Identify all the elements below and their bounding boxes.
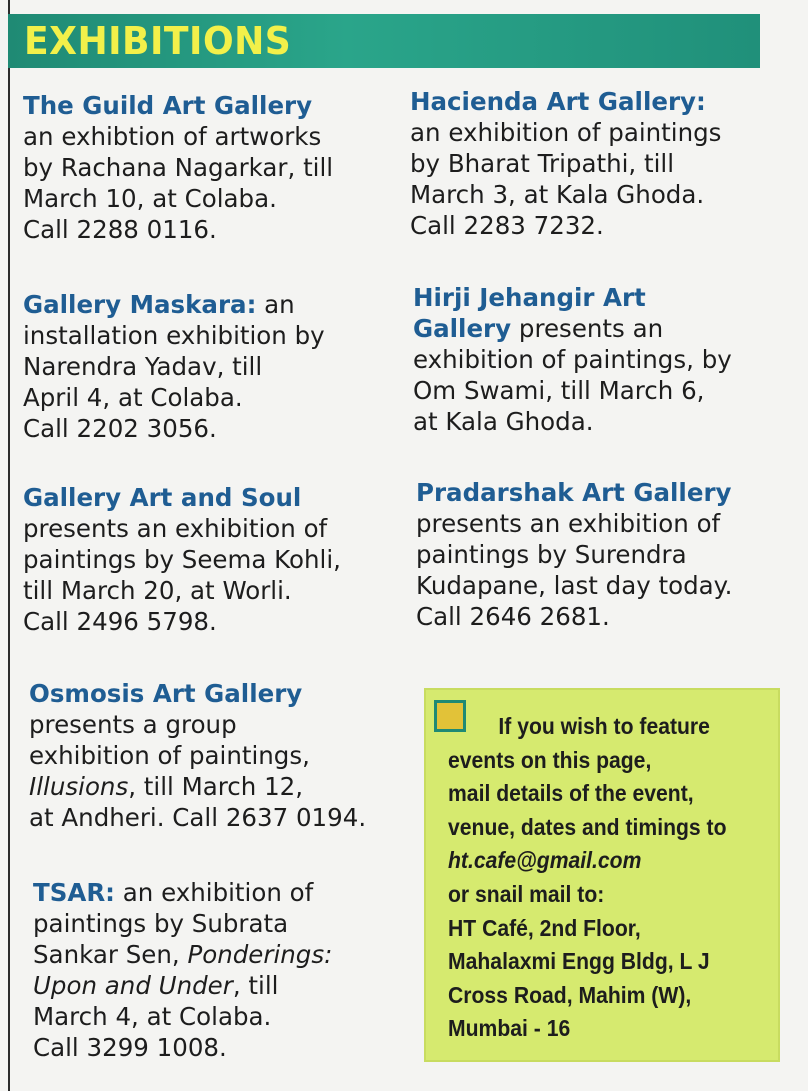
gallery-name: Hacienda Art Gallery:: [410, 87, 706, 116]
listing-line: March 4, at Colaba.: [33, 1002, 272, 1031]
listing-line: , till: [232, 971, 279, 1000]
listing-phone: Call 2283 7232.: [410, 211, 604, 240]
listing-line: by Rachana Nagarkar, till: [23, 153, 334, 182]
listing-line: an exhibition of: [114, 878, 314, 907]
gallery-name: The Guild Art Gallery: [23, 91, 313, 120]
listing-pradarshak-art-gallery: [416, 477, 796, 632]
listing-line: an: [256, 290, 295, 319]
listing-line: paintings by Subrata: [33, 909, 289, 938]
listing-line: presents an exhibition of: [416, 509, 721, 538]
promo-address-line: Cross Road, Mahim (W),: [448, 981, 692, 1008]
listing-line: Om Swami, till March 6,: [413, 376, 705, 405]
promo-text: [448, 710, 736, 1046]
section-title: EXHIBITIONS: [24, 19, 292, 63]
promo-email-link[interactable]: ht.cafe@gmail.com: [448, 847, 642, 874]
listing-line: presents a group: [29, 710, 237, 739]
listing-guild-art-gallery: [23, 90, 403, 245]
listing-line: Sankar Sen,: [33, 940, 188, 969]
listing-line: exhibition of paintings, by: [413, 345, 732, 374]
listing-line: an exhibition of paintings: [410, 118, 722, 147]
promo-address-line: Mumbai - 16: [448, 1015, 571, 1042]
promo-line: mail details of the event,: [448, 780, 694, 807]
gallery-name: Gallery Art and Soul: [23, 483, 302, 512]
promo-line: or snail mail to:: [448, 880, 605, 907]
exhibition-title: Upon and Under: [33, 971, 233, 1000]
gallery-name: Gallery: [413, 314, 512, 343]
listing-gallery-art-and-soul: [23, 482, 403, 637]
promo-address-line: Mahalaxmi Engg Bldg, L J: [448, 948, 710, 975]
listing-line: by Bharat Tripathi, till: [410, 149, 675, 178]
gallery-name: Pradarshak Art Gallery: [416, 478, 732, 507]
promo-line: If you wish to feature: [498, 713, 710, 739]
listing-line: paintings by Seema Kohli,: [23, 545, 341, 574]
left-border-rule: [8, 0, 10, 1091]
gallery-name: TSAR:: [33, 878, 115, 907]
listing-phone: Call 2496 5798.: [23, 607, 217, 636]
exhibition-title: Illusions: [29, 772, 129, 801]
listing-phone: Call 3299 1008.: [33, 1033, 227, 1062]
listing-line: March 3, at Kala Ghoda.: [410, 180, 705, 209]
listing-tsar: [33, 877, 413, 1063]
listing-phone: Call 2646 2681.: [416, 602, 610, 631]
listing-phone: Call 2202 3056.: [23, 414, 217, 443]
listing-line: March 10, at Colaba.: [23, 184, 277, 213]
listing-osmosis-art-gallery: [29, 678, 409, 833]
listing-line: at Andheri. Call 2637 0194.: [29, 803, 367, 832]
listing-phone: Call 2288 0116.: [23, 215, 217, 244]
feature-events-promo-box: [424, 688, 780, 1062]
listing-line: till March 20, at Worli.: [23, 576, 292, 605]
listing-hirji-jehangir-art-gallery: [413, 282, 793, 437]
listing-line: April 4, at Colaba.: [23, 383, 243, 412]
listing-line: Narendra Yadav, till: [23, 352, 263, 381]
promo-address-line: HT Café, 2nd Floor,: [448, 914, 641, 941]
gallery-name: Gallery Maskara:: [23, 290, 257, 319]
exhibition-title: Ponderings:: [187, 940, 333, 969]
listing-line: presents an: [511, 314, 664, 343]
listing-line: presents an exhibition of: [23, 514, 328, 543]
promo-line: events on this page,: [448, 746, 652, 773]
listing-line: installation exhibition by: [23, 321, 325, 350]
gallery-name: Hirji Jehangir Art: [413, 283, 646, 312]
listing-line: an exhibtion of artworks: [23, 122, 322, 151]
gallery-name: Osmosis Art Gallery: [29, 679, 303, 708]
listing-line: at Kala Ghoda.: [413, 407, 594, 436]
listing-hacienda-art-gallery: [410, 86, 790, 241]
promo-line: venue, dates and timings to: [448, 813, 727, 840]
listing-line: Kudapane, last day today.: [416, 571, 733, 600]
listing-gallery-maskara: [23, 289, 403, 444]
listing-line: , till March 12,: [128, 772, 304, 801]
listing-line: exhibition of paintings,: [29, 741, 310, 770]
listing-line: paintings by Surendra: [416, 540, 687, 569]
